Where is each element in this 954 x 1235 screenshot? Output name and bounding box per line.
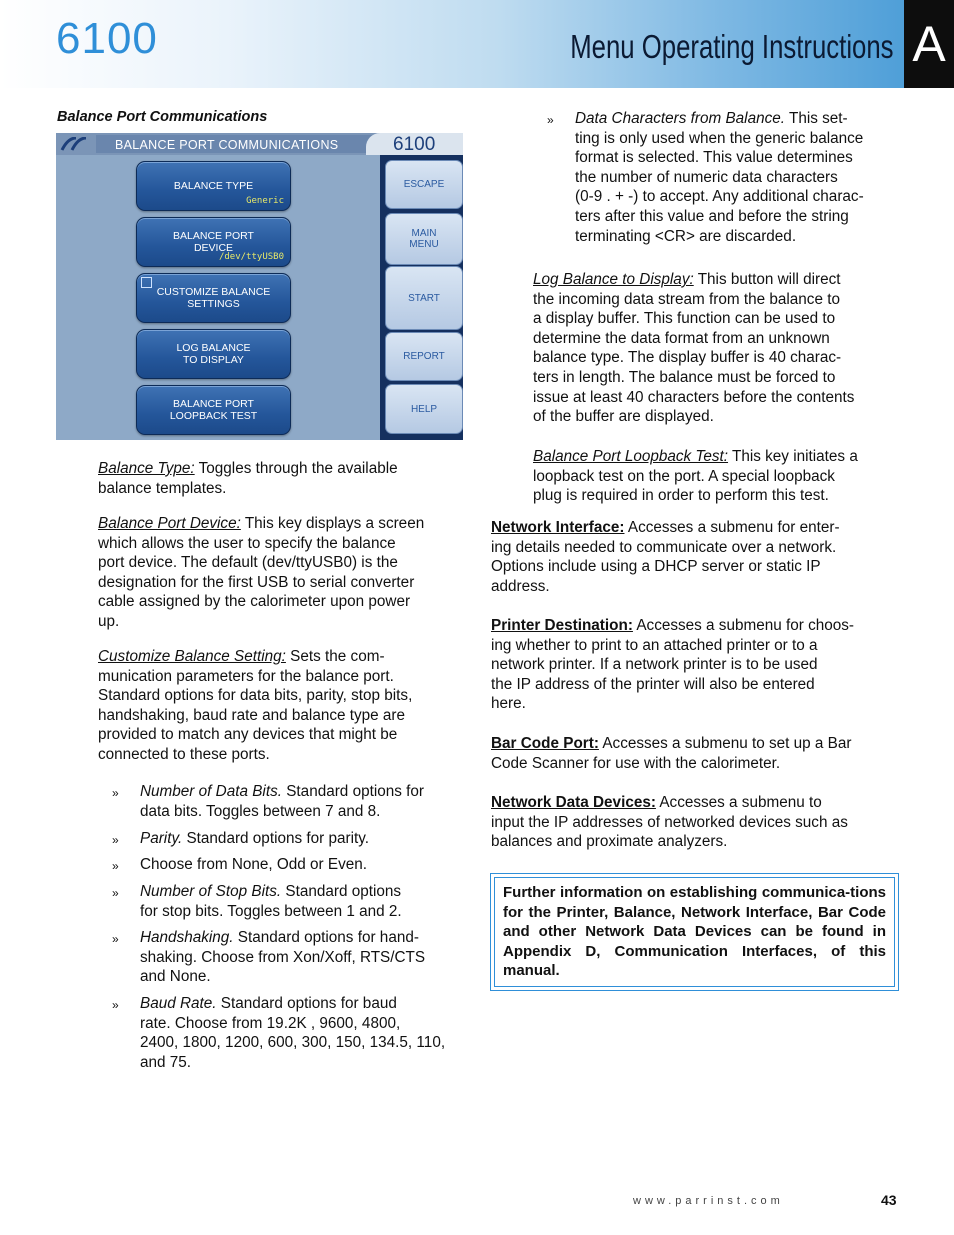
screen-title: BALANCE PORT COMMUNICATIONS xyxy=(115,138,339,152)
log-balance-to-display-button[interactable] xyxy=(136,329,291,379)
term: Customize Balance Setting: xyxy=(98,648,286,665)
button-label: BALANCE PORT xyxy=(173,230,254,242)
printer-destination-paragraph xyxy=(491,616,901,714)
text-line: the number of numeric data characters xyxy=(575,168,838,186)
text-line: terminating <CR> are discarded. xyxy=(575,227,797,245)
bullet-mark: » xyxy=(112,932,119,946)
log-balance-paragraph xyxy=(533,270,903,427)
text-line: Choose from None, Odd or Even. xyxy=(140,856,368,873)
note-box xyxy=(490,873,899,991)
bullet-mark: » xyxy=(112,786,119,800)
term: Network Data Devices: xyxy=(491,794,656,811)
text-line: rate. Choose from 19.2K , 9600, 4800, xyxy=(140,1014,401,1032)
settings-icon xyxy=(141,277,152,288)
text-line: munication parameters for the balance port. xyxy=(98,667,394,685)
term: Data Characters from Balance. xyxy=(575,110,785,127)
text-line: Standard options for data bits, parity, stop bits, xyxy=(98,687,413,705)
side-button-label: ESCAPE xyxy=(403,179,445,190)
text-line: This key initiates a xyxy=(728,448,858,465)
balance-port-device-paragraph xyxy=(98,514,468,632)
text-line: Standard options for baud xyxy=(216,995,397,1012)
text-line: Toggles through the available xyxy=(194,460,398,477)
text-line: and 75. xyxy=(140,1053,192,1071)
page-number: 43 xyxy=(881,1192,897,1208)
text-line: Sets the com- xyxy=(285,648,385,665)
text-line: This key displays a screen xyxy=(240,515,425,532)
start-button[interactable] xyxy=(385,266,463,330)
term: Number of Data Bits. xyxy=(140,783,282,800)
text-line: ters after this value and before the string xyxy=(575,207,849,225)
button-value: Generic xyxy=(246,196,284,206)
button-label-2: DEVICE xyxy=(193,242,234,254)
side-button-label: HELP xyxy=(410,403,438,415)
network-data-devices-paragraph xyxy=(491,793,901,852)
parity-choices-item xyxy=(140,855,470,875)
section-title: Balance Port Communications xyxy=(57,109,268,125)
data-bits-item xyxy=(140,782,470,821)
button-label-2: LOOPBACK TEST xyxy=(169,410,258,422)
bar-code-port-paragraph xyxy=(491,734,901,773)
text-line: Standard options for xyxy=(281,783,424,800)
text-line: balance type. The display buffer is 40 charac- xyxy=(533,349,842,367)
term: Network Interface: xyxy=(491,519,625,536)
text-line: ting is only used when the generic balance xyxy=(575,129,864,147)
baud-rate-item xyxy=(140,994,470,1072)
text-line: provided to match any devices that might be xyxy=(98,726,398,744)
text-line: the incoming data stream from the balance to xyxy=(533,290,840,308)
text-line: balance templates. xyxy=(98,479,227,497)
loopback-paragraph xyxy=(533,447,903,506)
text-line: Standard options for parity. xyxy=(182,830,370,847)
network-interface-paragraph xyxy=(491,518,901,596)
term: Number of Stop Bits. xyxy=(140,883,282,900)
text-line: designation for the first USB to serial converter xyxy=(98,573,415,591)
text-line: connected to these ports. xyxy=(98,745,270,763)
text-line: Standard options for hand- xyxy=(233,929,419,946)
side-button-label: REPORT xyxy=(403,351,445,362)
text-line: of the buffer are displayed. xyxy=(533,408,714,426)
text-line: loopback test on the port. A special loopback xyxy=(533,467,835,485)
report-button[interactable] xyxy=(385,332,463,381)
term: Bar Code Port: xyxy=(491,735,599,752)
text-body: Accesses a submenu to input the IP addresses of networked devices such as balances and proximate analyzers. xyxy=(491,794,848,851)
balance-port-device-button[interactable] xyxy=(136,217,291,267)
bullet-mark: » xyxy=(112,886,119,900)
button-label: LOG BALANCE xyxy=(176,342,251,354)
text-line: 2400, 1800, 1200, 600, 300, 150, 134.5, 110, xyxy=(140,1034,446,1052)
term: Printer Destination: xyxy=(491,617,633,634)
appendix-tab: A xyxy=(904,0,954,88)
text-line: handshaking, baud rate and balance type are xyxy=(98,706,406,724)
button-label-2: TO DISPLAY xyxy=(183,354,244,366)
handshaking-item xyxy=(140,928,470,987)
text-line: format is selected. This value determines xyxy=(575,149,853,167)
button-label: BALANCE TYPE xyxy=(173,180,254,192)
text-line: plug is required in order to perform this test. xyxy=(533,487,829,505)
bullet-mark: » xyxy=(112,998,119,1012)
text-line: determine the data format from an unknown xyxy=(533,329,830,347)
text-line: This set- xyxy=(785,110,848,127)
text-line: issue at least 40 characters before the contents xyxy=(533,388,855,406)
text-line: data bits. Toggles between 7 and 8. xyxy=(140,802,381,820)
text-body: Accesses a submenu for enter- ing details needed to communicate over a network. Options include using a DHCP server or static IP address. xyxy=(491,519,840,595)
button-value: /dev/ttyUSB0 xyxy=(218,252,284,262)
footer-url: www.parrinst.com xyxy=(633,1195,784,1207)
help-button[interactable] xyxy=(385,384,463,434)
parity-item xyxy=(140,829,470,849)
balance-type-paragraph xyxy=(98,459,468,498)
term: Parity. xyxy=(140,830,183,847)
screen-model: 6100 xyxy=(393,134,436,155)
term: Balance Port Loopback Test: xyxy=(533,448,729,465)
button-label: BALANCE PORT xyxy=(173,398,254,410)
term: Balance Type: xyxy=(98,460,195,477)
text-line: up. xyxy=(98,612,120,630)
customize-balance-settings-button[interactable] xyxy=(136,273,291,323)
button-label-2: SETTINGS xyxy=(187,298,240,310)
balance-port-loopback-test-button[interactable] xyxy=(136,385,291,435)
text-line: This button will direct xyxy=(693,271,841,288)
term: Log Balance to Display: xyxy=(533,271,694,288)
text-body: Accesses a submenu for choos- ing whether to print to an attached printer or to a network printer. If a network printer is to be used the IP address of the printer will also be entered here. xyxy=(491,617,855,713)
text-line: ters in length. The balance must be forced to xyxy=(533,368,836,386)
header-model: 6100 xyxy=(56,14,158,63)
text-body: Accesses a submenu to set up a Bar Code Scanner for use with the calorimeter. xyxy=(491,735,852,772)
term: Handshaking. xyxy=(140,929,234,946)
term: Balance Port Device: xyxy=(98,515,241,532)
text-line: a display buffer. This function can be used to xyxy=(533,310,836,328)
side-button-label: START xyxy=(408,292,440,304)
text-line: and None. xyxy=(140,968,211,986)
text-line: port device. The default (dev/ttyUSB0) is the xyxy=(98,554,398,572)
stop-bits-item xyxy=(140,882,470,921)
side-button-label-2: MENU xyxy=(409,239,439,250)
parr-logo-icon xyxy=(60,137,100,151)
note-text: Further information on establishing communica-tions for the Printer, Balance, Network Interface, Bar Code and other Network Data Devices can be found in Appendix D, Communication Interfaces, of this manual. xyxy=(503,884,886,980)
text-line: Standard options xyxy=(281,883,402,900)
escape-button[interactable] xyxy=(385,160,463,209)
text-line: (0-9 . + -) to accept. Any additional charac- xyxy=(575,188,864,206)
bullet-mark: » xyxy=(112,833,119,847)
balance-port-screen xyxy=(56,133,463,440)
text-line: shaking. Choose from Xon/Xoff, RTS/CTS xyxy=(140,948,426,966)
term: Baud Rate. xyxy=(140,995,217,1012)
main-menu-button[interactable] xyxy=(385,213,463,265)
balance-type-button[interactable] xyxy=(136,161,291,211)
text-line: which allows the user to specify the balance xyxy=(98,534,396,552)
side-button-label: MAIN xyxy=(411,228,437,239)
data-characters-item xyxy=(575,109,905,246)
text-line: for stop bits. Toggles between 1 and 2. xyxy=(140,902,402,920)
bullet-mark: » xyxy=(547,113,554,127)
customize-paragraph xyxy=(98,647,468,765)
text-line: cable assigned by the calorimeter upon power xyxy=(98,593,411,611)
bullet-mark: » xyxy=(112,859,119,873)
header-title: Menu Operating Instructions xyxy=(570,28,894,65)
button-label: CUSTOMIZE BALANCE xyxy=(156,286,271,298)
